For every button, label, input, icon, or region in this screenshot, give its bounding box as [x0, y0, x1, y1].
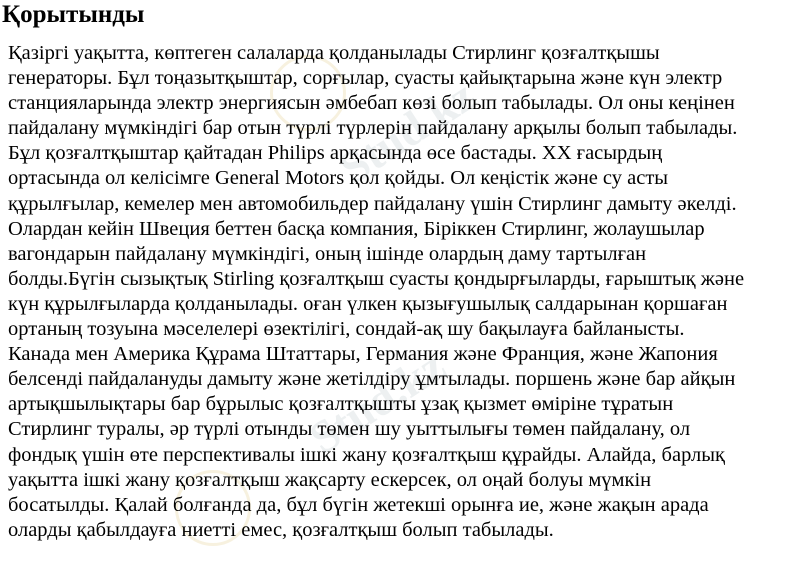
paragraph-line: Стирлинг туралы, әр түрлі отынды төмен шу уыттылығы төмен пайдалану, ол [8, 418, 691, 441]
paragraph-line: фондық үшін өте перспективалы ішкі жану қозғалтқыш құрайды. Алайда, барлық [8, 443, 726, 466]
section-heading: Қорытынды [2, 1, 145, 28]
paragraph-line: генераторы. Бұл тоңазытқыштар, сорғылар, суасты қайықтарына және күн электр [8, 67, 723, 90]
paragraph-line: босатылды. Қалай болғанда да, бұл бүгін жетекші орынға ие, және жақын арада [8, 493, 709, 516]
paragraph-line: ортаның тозуына мәселелері өзектілігі, сондай-ақ шу бақылауға байланысты. [8, 318, 685, 341]
paragraph-line: болды.Бүгін сызықтық Stirling қозғалтқыш суасты қондырғыларды, ғарыштық және [8, 267, 745, 290]
paragraph-line: вагондарын пайдалану мүмкіндігі, оның ішінде олардың даму тартылған [8, 242, 647, 265]
paragraph-line: уақытта ішкі жану қозғалтқыш жақсарту ескерсек, ол оңай болуы мүмкін [8, 468, 652, 491]
paragraph-line: артықшылықтары бар бұрылыс қозғалтқышты ұзақ қызмет өміріне тұратын [8, 393, 674, 416]
paragraph-line: Олардан кейін Швеция беттен басқа компания, Біріккен Стирлинг, жолаушылар [8, 217, 705, 240]
paragraph-line: күн құрылғыларда қолданылады. оған үлкен қызығушылық салдарынан қоршаған [8, 292, 728, 315]
watermark-text: Stud.kz [330, 69, 484, 194]
conclusion-paragraph [8, 41, 800, 543]
paragraph-line: белсенді пайдалануды дамыту және жетілдіру ұмтылады. поршень және бар айқын [8, 368, 736, 391]
paragraph-line: станцияларында электр энергиясын әмбебап көзі болып табылады. Ол оны кеңінен [8, 92, 735, 115]
paragraph-line: құрылғылар, кемелер мен автомобильдер пайдалану үшін Стирлинг дамыту әкелді. [8, 192, 737, 215]
paragraph-line: Қазіргі уақытта, көптеген салаларда қолданылады Стирлинг қозғалтқышы [8, 42, 660, 64]
watermark-text: Stud.kz [300, 339, 454, 464]
paragraph-line: ортасында ол келісімге General Motors қол қойды. Ол кеңістік және су асты [8, 167, 669, 190]
paragraph-line: оларды қабылдауға ниетті емес, қозғалтқыш болып табылады. [8, 518, 554, 541]
paragraph-line: Канада мен Америка Құрама Штаттары, Германия және Франция, және Жапония [8, 343, 718, 366]
paragraph-line: Бұл қозғалтқыштар қайтадан Philips арқасында өсе бастады. XX ғасырдың [8, 142, 663, 165]
paragraph-line: пайдалану мүмкіндігі бар отын түрлі түрлерін пайдалану арқылы болып табылады. [8, 117, 738, 140]
